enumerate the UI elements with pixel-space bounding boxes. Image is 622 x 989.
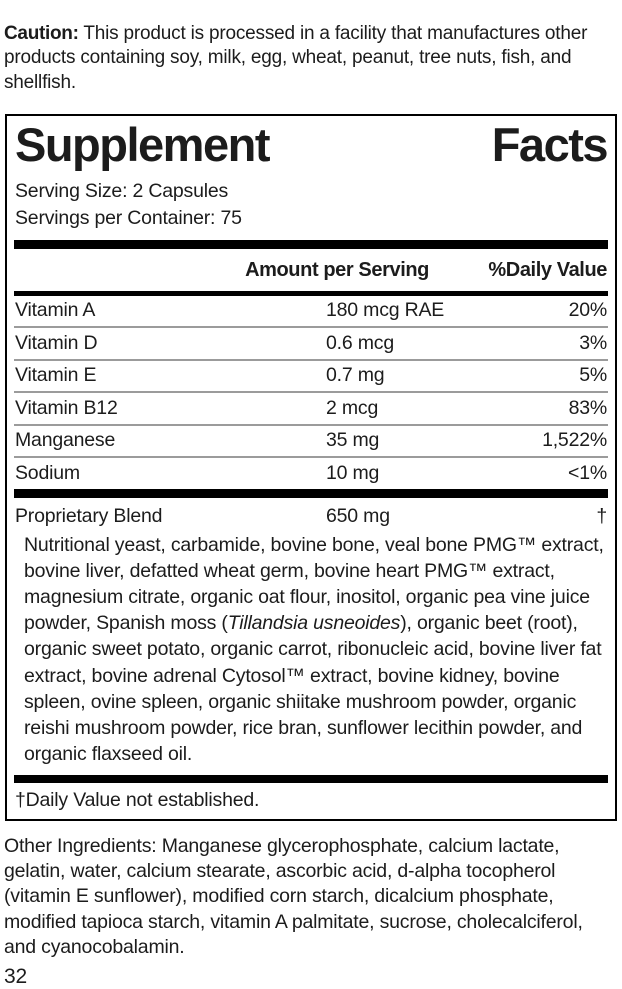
nutrient-name: Vitamin B12 — [15, 396, 118, 419]
table-row — [14, 393, 608, 425]
blend-amount: 650 mg — [326, 504, 390, 527]
blend-name: Proprietary Blend — [15, 504, 163, 527]
nutrient-name: Vitamin A — [15, 299, 96, 322]
nutrient-name: Vitamin E — [15, 364, 97, 387]
table-row — [14, 296, 608, 328]
nutrient-name: Sodium — [15, 461, 80, 484]
nutrient-amount: 180 mcg RAE — [326, 299, 445, 322]
caution-text: This product is processed in a facility that manufactures other products containing soy, milk, egg, wheat, peanut, tree nuts, fish, and shellfish. — [4, 23, 588, 93]
table-row — [14, 328, 608, 360]
caution-label: Caution: — [4, 23, 79, 44]
nutrient-name: Vitamin D — [15, 331, 98, 354]
panel-title — [14, 119, 608, 178]
daily-value-footnote: †Daily Value not established. — [15, 788, 260, 811]
table-row — [14, 458, 608, 488]
daily-value-header: %Daily Value — [488, 258, 607, 281]
blend-description — [14, 531, 608, 773]
amount-per-serving-header: Amount per Serving — [245, 258, 429, 281]
supplement-facts-panel — [5, 114, 617, 821]
table-row — [14, 426, 608, 458]
divider-thick-middle — [14, 489, 608, 498]
nutrient-dv: 20% — [568, 299, 607, 322]
nutrient-dv: 5% — [579, 364, 607, 387]
page-number: 32 — [4, 965, 27, 989]
nutrient-name: Manganese — [15, 429, 116, 452]
table-row — [14, 361, 608, 393]
other-ingredients-paragraph: Other Ingredients: Manganese glycerophosphate, calcium lactate, gelatin, water, calcium stearate, ascorbic acid, d-alpha tocopherol (vitamin E sunflower), modified corn starch, dicalcium phosphate, modified tapioca starch, vitamin A palmitate, sucrose, cholecalciferol, and cyanocobalamin. — [4, 834, 583, 958]
nutrient-amount: 0.7 mg — [326, 364, 385, 387]
nutrient-dv: 83% — [568, 396, 607, 419]
blend-description-part1: Nutritional yeast, carbamide, bovine bone, veal bone PMG™ extract, bovine liver, defatted wheat germ, bovine heart PMG™ extract, magnesium citrate, organic oat flour, inositol, organic pea vine juice powder, Spanish moss ( — [24, 533, 604, 635]
servings-per-container: Servings per Container: 75 — [15, 207, 242, 230]
panel-title-word-supplement: Supplement — [15, 117, 269, 171]
nutrient-amount: 35 mg — [326, 429, 380, 452]
blend-description-latin-name: Tillandsia usneoides — [227, 612, 401, 635]
nutrient-dv: 3% — [579, 331, 607, 354]
blend-dagger: † — [596, 504, 607, 527]
nutrient-rows — [14, 296, 608, 489]
divider-thick-bottom — [14, 775, 608, 783]
nutrient-amount: 2 mcg — [326, 396, 379, 419]
panel-title-word-facts: Facts — [491, 117, 607, 171]
blend-description-part2: ), organic beet (root), organic sweet potato, organic carrot, ribonucleic acid, bovine liver fat extract, bovine adrenal Cytosol™ extract, bovine kidney, bovine spleen, ovine spleen, organic shiitake mushroom powder, organic reishi mushroom powder, rice bran, sunflower lecithin powder, and organic flaxseed oil. — [24, 612, 602, 766]
nutrient-dv: 1,522% — [542, 429, 607, 452]
caution-paragraph — [0, 19, 622, 95]
nutrient-amount: 10 mg — [326, 461, 380, 484]
serving-size: Serving Size: 2 Capsules — [15, 179, 229, 202]
proprietary-blend-row — [14, 498, 608, 531]
facts-header-row — [14, 249, 608, 291]
nutrient-dv: <1% — [568, 461, 607, 484]
nutrient-amount: 0.6 mcg — [326, 331, 394, 354]
divider-thick-top — [14, 240, 608, 249]
